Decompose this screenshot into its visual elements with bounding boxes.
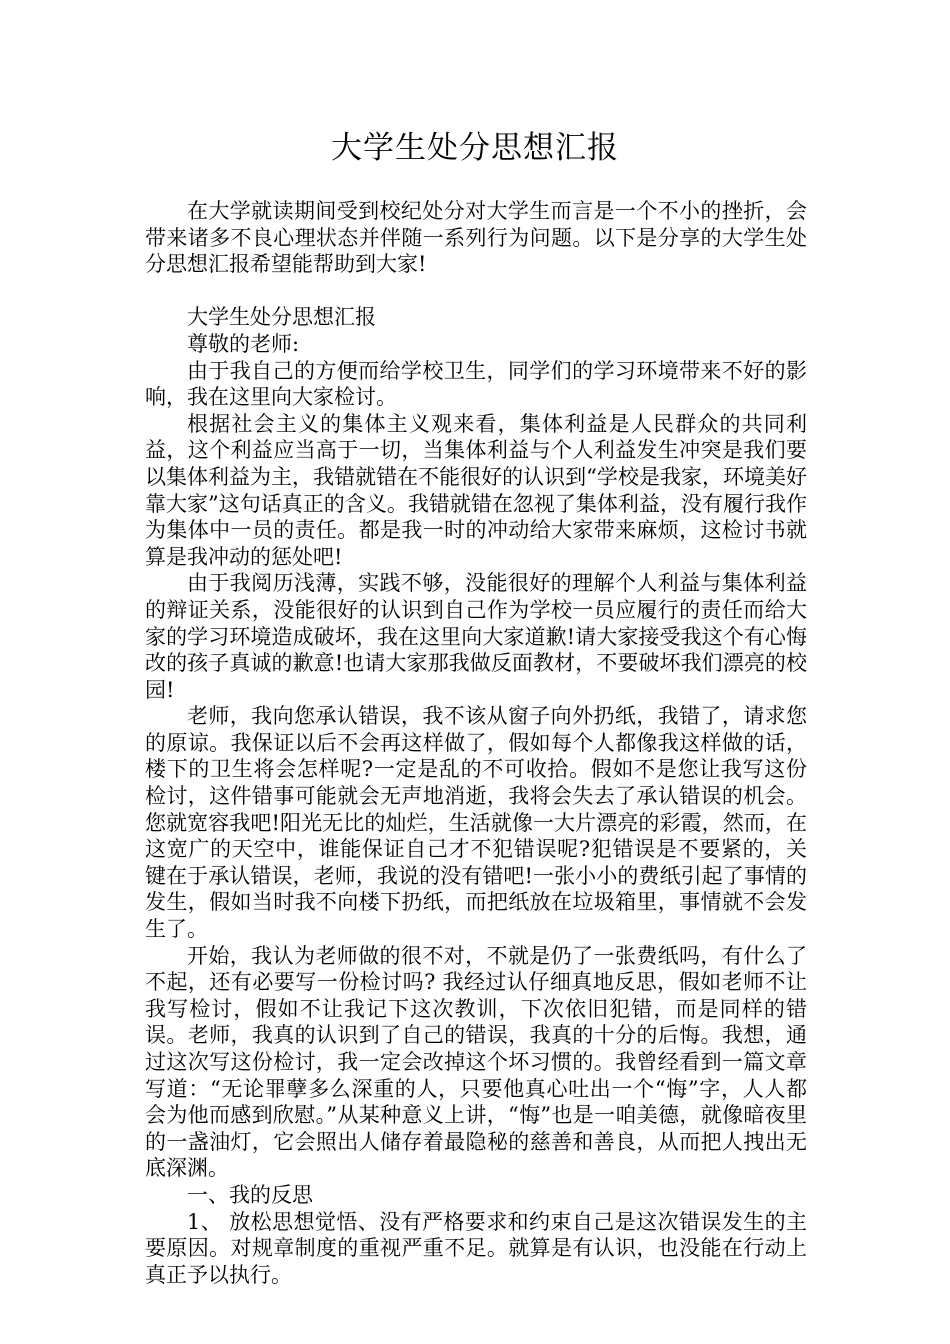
document-title: 大学生处分思想汇报 bbox=[331, 130, 619, 166]
body-paragraph-4: 老师，我向您承认错误，我不该从窗子向外扔纸，我错了，请求您的原谅。我保证以后不会再这样做了，假如每个人都像我这样做的话，楼下的卫生将会怎样呢?一定是乱的不可收拾。假如不是您让我写这份检讨，这件错事可能就会无声地消逝，我将会失去了承认错误的机会。您就宽容我吧!阳光无比的灿烂，生活就像一大片漂亮的彩霞，然而，在这宽广的天空中，谁能保证自己才不犯错误呢?犯错误是不要紧的，关键在于承认错误，老师，我说的没有错吧!一张小小的费纸引起了事情的发生，假如当时我不向楼下扔纸，而把纸放在垃圾箱里，事情就不会发生了。 bbox=[145, 704, 807, 942]
intro-paragraph: 在大学就读期间受到校纪处分对大学生而言是一个不小的挫折，会带来诸多不良心理状态并伴随一系列行为问题。以下是分享的大学生处分思想汇报希望能帮助到大家! bbox=[145, 199, 807, 277]
body-paragraph-3: 由于我阅历浅薄，实践不够，没能很好的理解个人利益与集体利益的辩证关系，没能很好的认识到自己作为学校一员应履行的责任而给大家的学习环境造成破坏，我在这里向大家道歉!请大家接受我这个有心悔改的孩子真诚的歉意!也请大家那我做反面教材，不要破坏我们漂亮的校园! bbox=[145, 571, 807, 702]
document-body bbox=[145, 198, 807, 1288]
section-heading: 一、我的反思 bbox=[187, 1182, 313, 1207]
report-heading: 大学生处分思想汇报 bbox=[187, 305, 376, 330]
body-paragraph-2: 根据社会主义的集体主义观来看，集体利益是人民群众的共同利益，这个利益应当高于一切，当集体利益与个人利益发生冲突是我们要以集体利益为主，我错就错在不能很好的认识到“学校是我家，环境美好靠大家”这句话真正的含义。我错就错在忽视了集体利益，没有履行我作为集体中一员的责任。都是我一时的冲动给大家带来麻烦，这检讨书就算是我冲动的惩处吧! bbox=[145, 411, 807, 569]
body-paragraph-6: 1、 放松思想觉悟、没有严格要求和约束自己是这次错误发生的主要原因。对规章制度的重视严重不足。就算是有认识，也没能在行动上真正予以执行。 bbox=[145, 1209, 807, 1287]
salutation: 尊敬的老师: bbox=[187, 331, 300, 356]
body-paragraph-1: 由于我自己的方便而给学校卫生，同学们的学习环境带来不好的影响，我在这里向大家检讨。 bbox=[145, 358, 807, 410]
body-paragraph-5: 开始，我认为老师做的很不对，不就是仍了一张费纸吗，有什么了不起，还有必要写一份检讨吗? 我经过认仔细真地反思，假如老师不让我写检讨，假如不让我记下这次教训，下次依旧犯错，而是同样的错误。老师，我真的认识到了自己的错误，我真的十分的后悔。我想，通过这次写这份检讨，我一定会改掉这个坏习惯的。我曾经看到一篇文章写道：“无论罪孽多么深重的人，只要他真心吐出一个“悔”字，人人都会为他而感到欣慰。”从某种意义上讲，“悔”也是一咱美德，就像暗夜里的一盏油灯，它会照出人储存着最隐秘的慈善和善良，从而把人拽出无底深渊。 bbox=[145, 943, 807, 1181]
